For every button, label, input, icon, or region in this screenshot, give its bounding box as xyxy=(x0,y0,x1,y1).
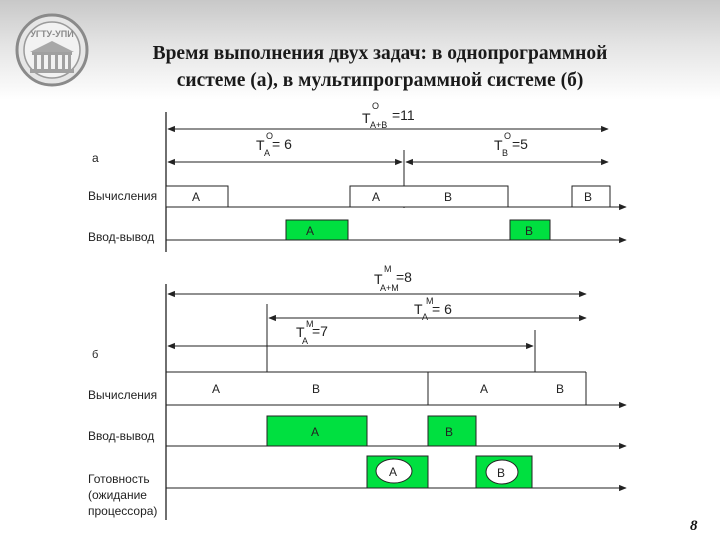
total-a-main: T xyxy=(362,110,371,126)
ta7-b-sub: A xyxy=(302,336,309,346)
ready-label-b1: A xyxy=(389,465,398,479)
io-block-a1 xyxy=(286,220,348,240)
ta6-b-sup: M xyxy=(426,296,434,306)
compute-label-a4: B xyxy=(584,190,593,204)
compute-label-b2: B xyxy=(312,382,321,396)
ta-a-sup: O xyxy=(266,131,274,141)
tb-a-sub: B xyxy=(502,148,509,158)
part-a xyxy=(88,101,626,252)
page-number: 8 xyxy=(690,518,698,534)
part-b xyxy=(88,264,626,520)
compute-label-a3: B xyxy=(444,190,453,204)
compute-label-b1: A xyxy=(212,382,221,396)
compute-label-b4: B xyxy=(556,382,565,396)
row-label-ready-1: Готовность xyxy=(88,472,150,486)
io-label-b1: A xyxy=(311,425,320,439)
io-label-a1: A xyxy=(306,224,315,238)
total-a-sub: A+B xyxy=(370,120,388,130)
title-line-1: Время выполнения двух задач: в однопрограммной xyxy=(152,43,608,64)
logo-text: УГТУ-УПИ xyxy=(30,29,74,39)
total-b-sup: M xyxy=(384,264,392,274)
row-label-ready-2: (ожидание xyxy=(88,488,147,502)
tb-a-value: =5 xyxy=(512,136,528,152)
total-b-sub: A+M xyxy=(380,283,399,293)
part-a-label: а xyxy=(92,151,99,165)
total-a-value: =11 xyxy=(392,107,415,123)
row-label-io-b: Ввод-вывод xyxy=(88,429,155,443)
tb-a-main: T xyxy=(494,137,503,153)
ta6-b-sub: A xyxy=(422,312,429,322)
ta-a-main: T xyxy=(256,137,265,153)
slide-title xyxy=(80,40,680,94)
university-building-icon xyxy=(14,12,90,88)
io-label-b2: B xyxy=(445,425,454,439)
ta7-b-main: T xyxy=(296,324,305,340)
compute-label-a2: A xyxy=(372,190,381,204)
tb-a-sup: O xyxy=(504,131,512,141)
total-b-value: =8 xyxy=(396,269,412,285)
ta6-b-main: T xyxy=(414,301,423,317)
ta7-b-value: =7 xyxy=(312,323,328,339)
title-line-2: системе (а), в мультипрограммной системе (б) xyxy=(176,70,584,91)
timeline-diagram xyxy=(86,100,631,525)
row-label-io-a: Ввод-вывод xyxy=(88,230,155,244)
ta-a-value: = 6 xyxy=(272,136,292,152)
ready-label-b2: B xyxy=(497,466,506,480)
row-label-compute-a: Вычисления xyxy=(88,189,158,203)
ta6-b-value: = 6 xyxy=(432,301,452,317)
total-a-sup: O xyxy=(372,101,380,111)
part-b-label: б xyxy=(92,349,99,361)
ta7-b-sup: M xyxy=(306,319,314,329)
io-label-a2: B xyxy=(525,224,534,238)
total-b-main: T xyxy=(374,271,383,287)
compute-label-b3: A xyxy=(480,382,489,396)
row-label-ready-3: процессора) xyxy=(88,504,158,518)
row-label-compute-b: Вычисления xyxy=(88,388,158,402)
ta-a-sub: A xyxy=(264,148,271,158)
compute-label-a1: A xyxy=(192,190,201,204)
